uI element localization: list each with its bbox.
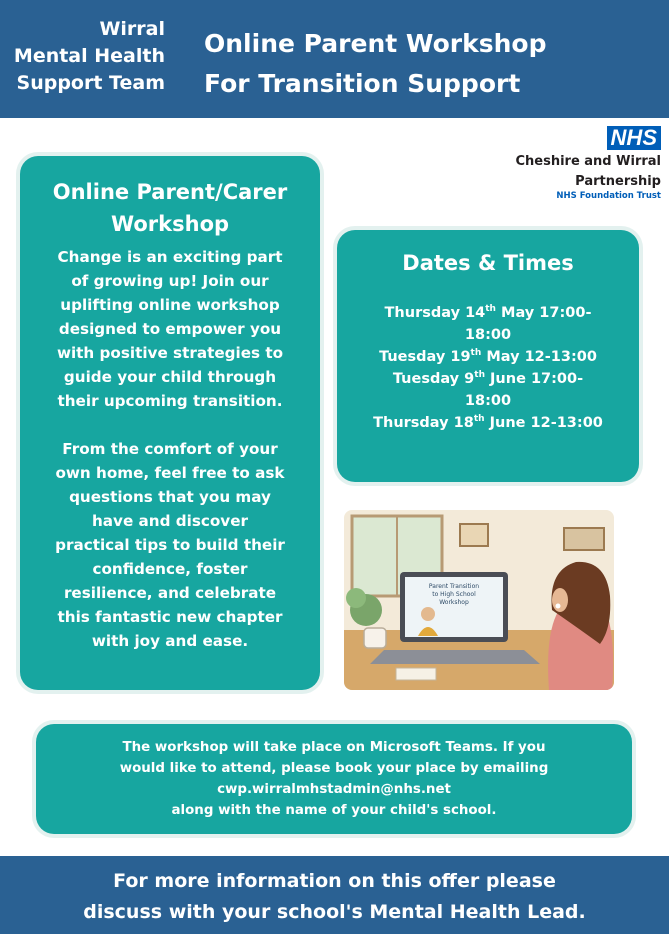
date-time: June 17:00- [484, 371, 584, 387]
intro-title-line: Online Parent/Carer [52, 180, 288, 204]
footer-banner [0, 856, 669, 934]
date-suffix: th [474, 370, 485, 381]
date-time: May 17:00- [495, 305, 592, 321]
page-title [204, 24, 546, 104]
nhs-badge: NHS [607, 126, 661, 150]
date-day: Thursday 14 [384, 305, 486, 321]
intro-line: resilience, and celebrate [63, 584, 277, 602]
nhs-logo [515, 126, 661, 202]
date-item [343, 368, 633, 390]
date-item [343, 412, 633, 434]
intro-line: From the comfort of your [62, 440, 278, 458]
intro-card [20, 156, 320, 690]
date-suffix: th [470, 348, 482, 359]
booking-card [36, 724, 632, 834]
date-item [343, 302, 633, 324]
screen-text: Workshop [439, 599, 469, 606]
intro-line: questions that you may [69, 488, 271, 506]
team-line: Wirral [99, 18, 165, 40]
screen-text: to High School [432, 591, 476, 598]
intro-line: practical tips to build their [55, 536, 285, 554]
trust-name-line: Cheshire and Wirral [515, 154, 661, 169]
plant-leaf [346, 588, 366, 608]
intro-line: with positive strategies to [56, 344, 284, 362]
intro-body [20, 245, 320, 653]
date-time: May 12-13:00 [481, 349, 597, 365]
picture-frame [460, 524, 488, 546]
header-banner [0, 0, 669, 118]
date-item-continued: 18:00 [464, 393, 512, 409]
woman-face [552, 588, 568, 612]
footer-text [0, 866, 669, 928]
intro-line: of growing up! Join our [71, 272, 269, 290]
notebook [396, 668, 436, 680]
intro-line: confidence, foster [92, 560, 248, 578]
booking-line: would like to attend, please book your place by emailing [119, 761, 549, 776]
team-name [0, 16, 165, 97]
dates-list [337, 302, 639, 434]
team-line: Mental Health [13, 45, 165, 67]
footer-line: discuss with your school's Mental Health Lead. [83, 901, 586, 923]
intro-line: own home, feel free to ask [55, 464, 285, 482]
intro-line: Change is an exciting part [57, 248, 283, 266]
intro-line: their upcoming transition. [57, 392, 283, 410]
intro-title [20, 176, 320, 240]
parent-laptop-illustration [344, 510, 614, 690]
intro-line: have and discover [91, 512, 248, 530]
date-day: Thursday 18 [373, 415, 474, 431]
booking-line: The workshop will take place on Microsoft Teams. If you [122, 740, 546, 755]
date-item [343, 346, 633, 368]
team-line: Support Team [16, 72, 165, 94]
trust-name-line: Partnership [575, 174, 661, 189]
booking-email[interactable]: cwp.wirralmhstadmin@nhs.net [217, 782, 451, 797]
dates-title: Dates & Times [402, 251, 574, 275]
title-line: For Transition Support [204, 69, 521, 98]
intro-line: with joy and ease. [91, 632, 249, 650]
intro-paragraph [28, 437, 312, 653]
laptop-keyboard [370, 650, 540, 664]
dates-card [337, 230, 639, 482]
intro-title-line: Workshop [110, 212, 230, 236]
booking-line: along with the name of your child's school. [171, 803, 497, 818]
date-day: Tuesday 19 [379, 349, 471, 365]
intro-line: designed to empower you [58, 320, 282, 338]
footer-line: For more information on this offer please [113, 870, 556, 892]
illustration-svg [344, 510, 614, 690]
shelf-books [564, 528, 604, 550]
intro-line: uplifting online workshop [60, 296, 280, 314]
booking-text [36, 737, 632, 821]
date-suffix: th [473, 414, 485, 425]
presenter-face [421, 607, 435, 621]
foundation-trust-label: NHS Foundation Trust [556, 191, 661, 201]
intro-paragraph [28, 245, 312, 413]
date-item-continued: 18:00 [464, 327, 512, 343]
intro-line: guide your child through [63, 368, 277, 386]
date-suffix: th [485, 304, 496, 315]
mug-icon [364, 628, 386, 648]
date-time: June 12-13:00 [484, 415, 603, 431]
intro-line: this fantastic new chapter [57, 608, 283, 626]
title-line: Online Parent Workshop [204, 29, 547, 58]
earbud-icon [556, 604, 561, 609]
screen-text: Parent Transition [428, 583, 480, 590]
date-day: Tuesday 9 [392, 371, 475, 387]
